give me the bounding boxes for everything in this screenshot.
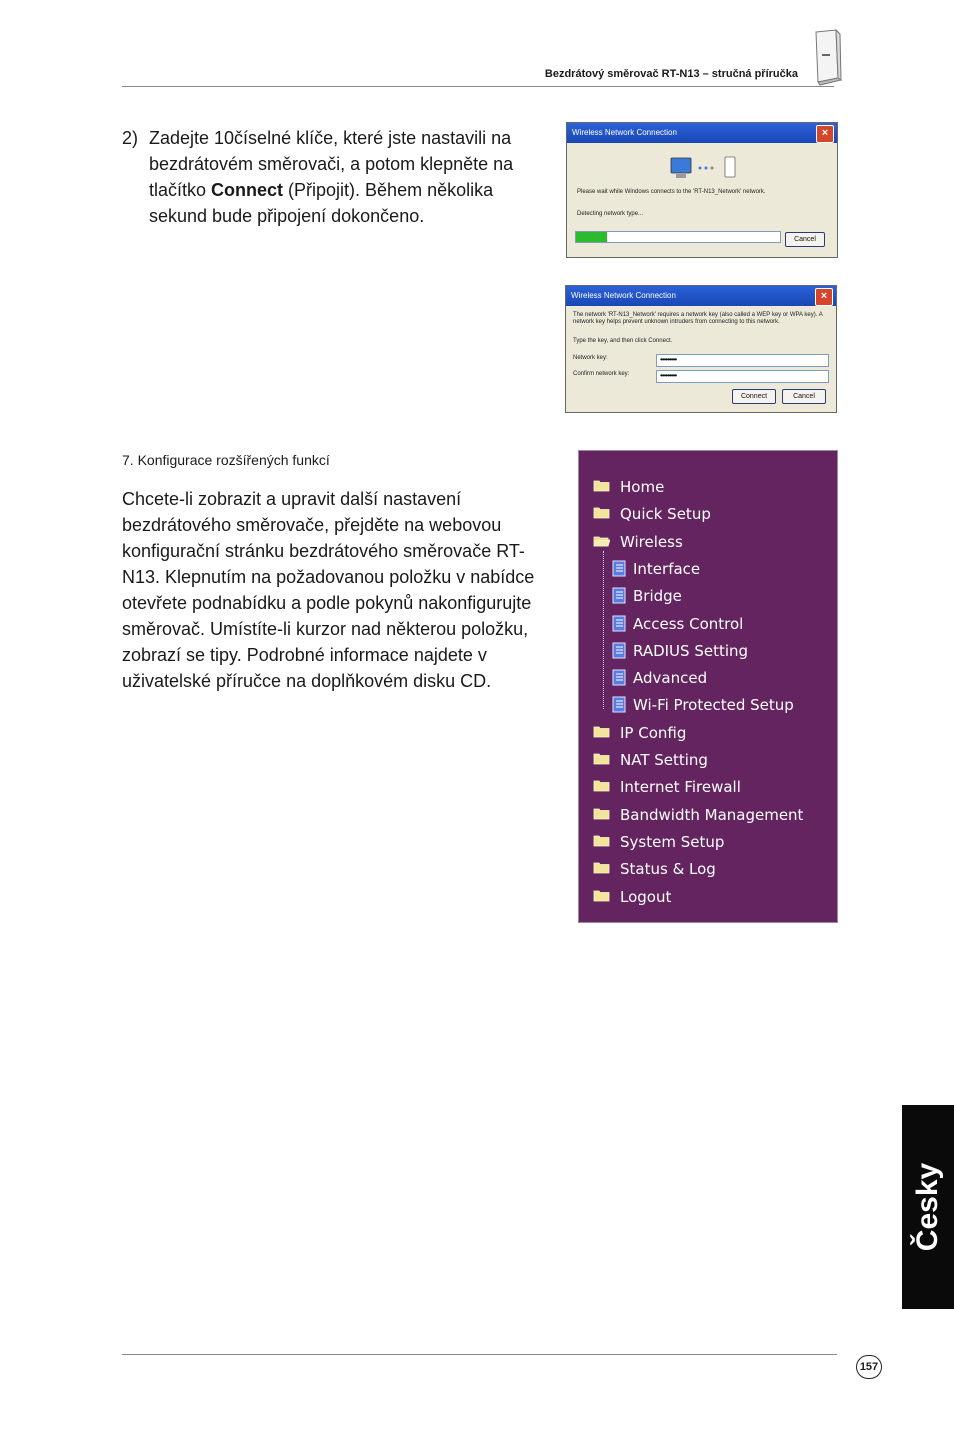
- menu-item-label: Home: [620, 478, 665, 496]
- section-heading: 7. Konfigurace rozšířených funkcí: [122, 452, 330, 468]
- close-icon[interactable]: ×: [816, 125, 834, 143]
- menu-item-label: Internet Firewall: [620, 778, 741, 796]
- menu-item-nat-setting[interactable]: [593, 749, 823, 771]
- dialog-titlebar: [566, 286, 836, 306]
- menu-item-label: Wireless: [620, 533, 683, 551]
- menu-item-advanced[interactable]: [612, 667, 842, 689]
- close-icon[interactable]: ×: [815, 288, 833, 306]
- connect-bold-label: Connect: [211, 180, 284, 200]
- step-2-text-before: Zadejte 10číselné klíče, které jste nastavili na bezdrátovém směrovači, a potom klepněte na tlačítko: [149, 128, 514, 200]
- document-icon: [612, 642, 626, 659]
- menu-item-label: NAT Setting: [620, 751, 708, 769]
- folder-icon: [593, 753, 610, 765]
- menu-item-label: Wi-Fi Protected Setup: [633, 696, 794, 714]
- folder-icon: [593, 890, 610, 902]
- footer-divider: [122, 1354, 837, 1355]
- folder-icon: [593, 835, 610, 847]
- menu-item-internet-firewall[interactable]: [593, 776, 823, 798]
- tree-connector: [603, 551, 604, 709]
- cancel-button[interactable]: Cancel: [782, 389, 826, 404]
- menu-item-ip-config[interactable]: [593, 722, 823, 744]
- header-divider: [122, 86, 834, 87]
- network-key-input[interactable]: •••••••••: [656, 354, 829, 367]
- document-icon: [612, 696, 626, 713]
- page-number: 157: [856, 1355, 882, 1379]
- dialog-title: Wireless Network Connection: [572, 128, 677, 137]
- menu-item-wireless[interactable]: [593, 531, 823, 553]
- document-icon: [612, 560, 626, 577]
- document-icon: [612, 669, 626, 686]
- menu-item-label: RADIUS Setting: [633, 642, 749, 660]
- menu-item-bandwidth-management[interactable]: [593, 804, 823, 826]
- language-tab-label: Česky: [911, 1162, 944, 1252]
- menu-item-label: Access Control: [633, 615, 744, 633]
- menu-item-bridge[interactable]: [612, 585, 842, 607]
- document-icon: [612, 587, 626, 604]
- menu-item-logout[interactable]: [593, 886, 823, 908]
- connect-button[interactable]: Connect: [732, 389, 776, 404]
- progress-fill: [576, 232, 607, 242]
- open-folder-icon: [593, 535, 610, 547]
- dialog-title: Wireless Network Connection: [571, 291, 676, 300]
- folder-icon: [593, 726, 610, 738]
- menu-item-label: Bridge: [633, 587, 682, 605]
- menu-item-label: Logout: [620, 888, 672, 906]
- menu-item-label: Quick Setup: [620, 505, 711, 523]
- step-2-text: [122, 125, 552, 229]
- menu-item-access-control[interactable]: [612, 613, 842, 635]
- network-key-label: Network key:: [573, 355, 608, 361]
- folder-icon: [593, 480, 610, 492]
- language-tab: [902, 1105, 954, 1309]
- network-key-dialog-screenshot: [565, 285, 837, 413]
- confirm-key-input[interactable]: •••••••••: [656, 370, 829, 383]
- menu-item-radius-setting[interactable]: [612, 640, 842, 662]
- menu-item-label: Advanced: [633, 669, 708, 687]
- dialog-message: The network 'RT-N13_Network' requires a network key (also called a WEP key or WPA key). A network key helps prevent unknown intruders from connecting to this network.: [573, 312, 823, 325]
- menu-item-label: System Setup: [620, 833, 725, 851]
- menu-item-quick-setup[interactable]: [593, 503, 823, 525]
- folder-icon: [593, 862, 610, 874]
- folder-icon: [593, 808, 610, 820]
- cancel-button[interactable]: Cancel: [785, 232, 825, 247]
- dialog-instruction: Type the key, and then click Connect.: [573, 338, 673, 344]
- document-icon: [612, 615, 626, 632]
- menu-item-interface[interactable]: [612, 558, 842, 580]
- step-2-text-after: (Připojit). Během několika sekund bude připojení dokončeno.: [149, 180, 494, 226]
- menu-item-home[interactable]: [593, 476, 823, 498]
- section-paragraph: Chcete-li zobrazit a upravit další nastavení bezdrátového směrovače, přejděte na webovou konfigurační stránku bezdrátového směrovače RT-N13. Klepnutím na požadovanou položku v nabídce otevřete podnabídku a podle pokynů nakonfigurujte směrovač. Umístíte-li kurzor nad některou položku, zobrazí se tipy. Podrobné informace najdete v uživatelské příručce na doplňkovém disku CD.: [122, 489, 535, 691]
- dialog-status: Detecting network type...: [577, 211, 644, 217]
- menu-item-label: Status & Log: [620, 860, 716, 878]
- router-icon: [808, 28, 842, 88]
- menu-item-label: Bandwidth Management: [620, 806, 804, 824]
- folder-icon: [593, 507, 610, 519]
- network-connection-icon: [667, 155, 747, 181]
- confirm-key-label: Confirm network key:: [573, 371, 630, 377]
- header-title: Bezdrátový směrovač RT-N13 – stručná příručka: [544, 68, 798, 80]
- connection-progress-bar: [575, 231, 781, 243]
- router-menu-screenshot: [578, 450, 838, 923]
- dialog-message: Please wait while Windows connects to the 'RT-N13_Network' network.: [577, 189, 766, 195]
- connecting-dialog-screenshot: [566, 122, 838, 258]
- menu-item-label: Interface: [633, 560, 701, 578]
- menu-item-system-setup[interactable]: [593, 831, 823, 853]
- folder-icon: [593, 780, 610, 792]
- dialog-titlebar: [567, 123, 837, 143]
- menu-item-status-log[interactable]: [593, 858, 823, 880]
- step-number: 2): [122, 128, 139, 148]
- menu-item-wi-fi-protected-setup[interactable]: [612, 694, 842, 716]
- menu-item-label: IP Config: [620, 724, 687, 742]
